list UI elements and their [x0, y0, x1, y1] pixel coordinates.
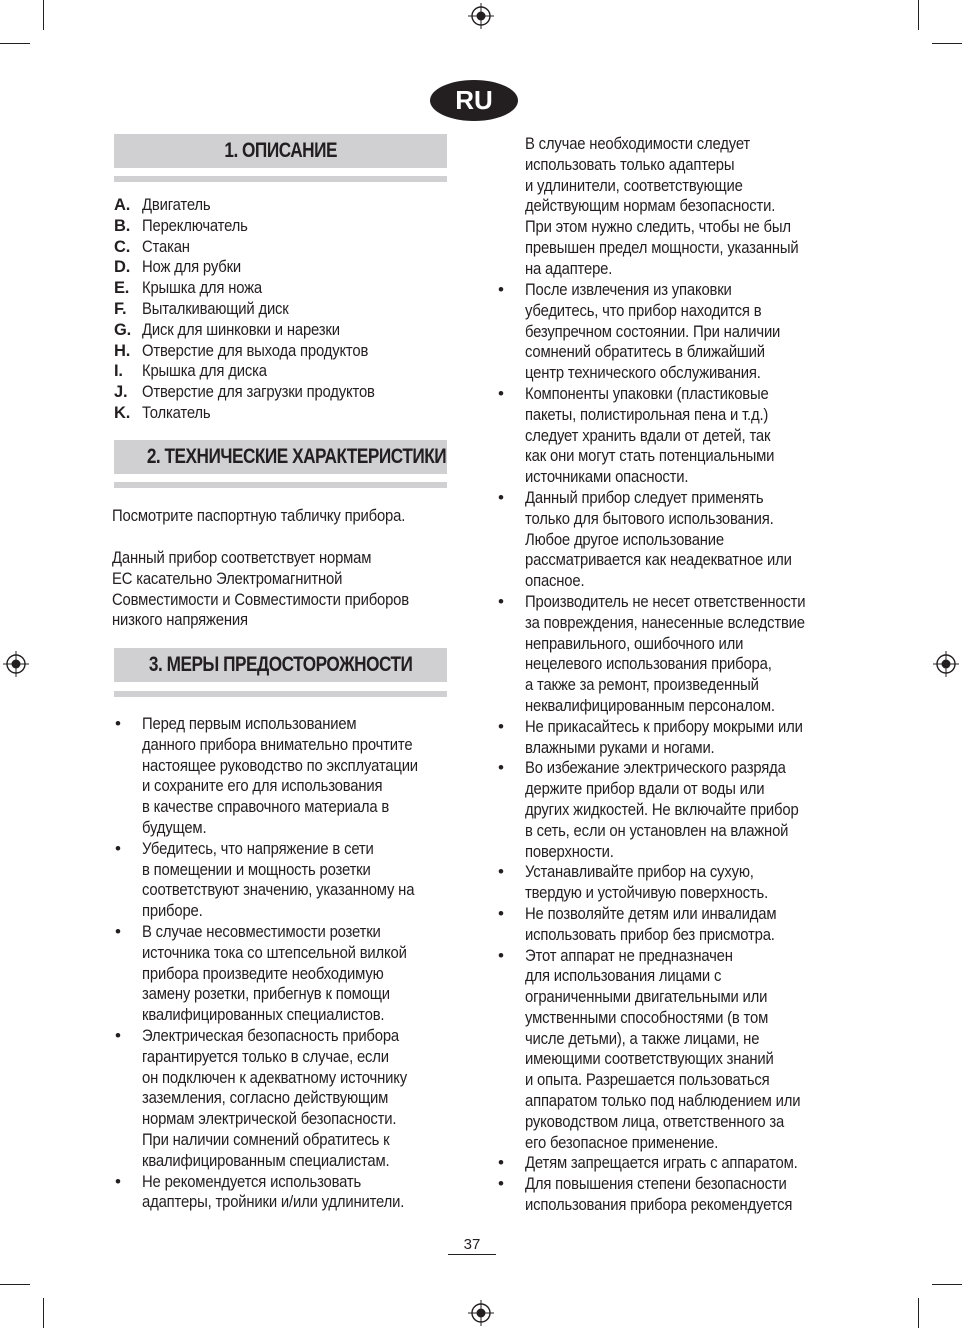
item-letter: E. — [114, 279, 130, 298]
bullet-line: в помещении и мощность розетки — [142, 860, 371, 879]
bullet-line: При наличии сомнений обратитесь к — [142, 1130, 390, 1149]
item-letter: A. — [114, 196, 131, 214]
bullet-line: Компоненты упаковки (пластиковые — [525, 384, 769, 403]
item-letter: B. — [114, 216, 131, 235]
item-letter: C. — [114, 237, 131, 256]
bullet-line: будущем. — [142, 818, 207, 837]
section-heading-precautions — [114, 648, 447, 682]
bullet-line: неквалифицированным персоналом. — [525, 696, 775, 715]
precautions-list-right — [497, 280, 837, 1216]
bullet-item — [114, 922, 449, 1026]
bullet-line: в сеть, если он установлен на влажной — [525, 821, 789, 840]
bullet-item — [497, 904, 837, 946]
bullet-line: После извлечения из упаковки — [525, 281, 732, 299]
bullet-line: и опыта. Разрешается пользоваться — [525, 1071, 770, 1090]
bullet-line: Электрическая безопасность прибора — [142, 1026, 400, 1045]
paragraph-line: Совместимости и Совместимости приборов — [112, 590, 409, 609]
list-item — [114, 195, 401, 216]
item-text: Выталкивающий диск — [142, 299, 289, 318]
item-text: Диск для шинковки и нарезки — [142, 320, 340, 339]
crop-mark — [0, 1284, 30, 1285]
section-divider — [114, 691, 447, 697]
bullet-line: Для повышения степени безопасности — [525, 1175, 787, 1194]
paragraph-line: низкого напряжения — [112, 611, 248, 630]
bullet-line: Устанавливайте прибор на сухую, — [525, 863, 754, 882]
list-item — [114, 341, 401, 362]
bullet-line: использовать прибор без присмотра. — [525, 925, 775, 944]
item-letter: F. — [114, 299, 127, 318]
bullet-line: нецелевого использования прибора, — [525, 655, 772, 674]
list-item — [114, 278, 401, 299]
section-divider — [114, 482, 447, 488]
item-letter: K. — [114, 403, 131, 422]
paragraph-line: превышен предел мощности, указанный — [525, 238, 799, 257]
bullet-item — [114, 1172, 449, 1214]
item-letter: D. — [114, 258, 131, 277]
list-item — [114, 320, 401, 341]
page-number: 37 — [463, 1236, 481, 1253]
section-divider — [114, 176, 447, 182]
bullet-item — [114, 839, 449, 922]
bullet-line: данного прибора внимательно прочтите — [142, 735, 413, 754]
bullet-line: неправильного, ошибочного или — [525, 634, 744, 653]
bullet-line: квалифицированных специалистов. — [142, 1006, 385, 1025]
bullet-line: центр технического обслуживания. — [525, 364, 761, 383]
bullet-item — [497, 592, 837, 717]
list-item — [114, 361, 401, 382]
bullet-line: влажными руками и ногами. — [525, 738, 715, 757]
bullet-line: Во избежание электрического разряда — [525, 759, 786, 778]
bullet-line: соответствуют значению, указанному на — [142, 881, 415, 900]
bullet-line: руководством лица, ответственного за — [525, 1112, 785, 1131]
section-heading-text: 1. ОПИСАНИЕ — [224, 139, 337, 162]
bullet-item — [497, 384, 837, 488]
bullet-line: пакеты, полистирольная пена и т.д.) — [525, 405, 769, 424]
crop-mark — [43, 1298, 44, 1328]
bullet-line: Не прикасайтесь к прибору мокрыми или — [525, 717, 803, 736]
paragraph-line: В случае необходимости следует — [525, 135, 751, 153]
list-item — [114, 403, 401, 424]
list-item — [114, 257, 401, 278]
bullet-item — [497, 758, 837, 862]
bullet-line: сомнений обратитесь в ближайший — [525, 343, 765, 362]
list-item — [114, 216, 401, 237]
item-text: Отверстие для загрузки продуктов — [142, 383, 375, 402]
paragraph-line: При этом нужно следить, чтобы не был — [525, 218, 791, 237]
bullet-line: для использования лицами с — [525, 967, 722, 986]
bullet-line: Любое другое использование — [525, 530, 725, 549]
bullet-line: держите прибор вдали от воды или — [525, 780, 765, 799]
bullet-line: квалифицированным специалистам. — [142, 1151, 390, 1170]
bullet-line: твердую и устойчивую поверхность. — [525, 884, 769, 903]
bullet-line: Не позволяйте детям или инвалидам — [525, 904, 777, 923]
paragraph-line: Посмотрите паспортную табличку прибора. — [112, 507, 406, 525]
bullet-line: только для бытового использования. — [525, 509, 774, 528]
precautions-list-left — [114, 714, 449, 1213]
item-text: Переключатель — [142, 216, 248, 235]
bullet-line: в качестве справочного материала в — [142, 798, 390, 817]
bullet-line: источника тока со штепсельной вилкой — [142, 943, 407, 962]
paragraph-line: на адаптере. — [525, 259, 613, 278]
page-number-underline — [448, 1254, 496, 1255]
bullet-line: за повреждения, нанесенные вследствие — [525, 613, 805, 632]
bullet-line: аппаратом только под наблюдением или — [525, 1092, 801, 1111]
bullet-line: источниками опасности. — [525, 468, 689, 487]
crop-mark — [932, 1284, 962, 1285]
paragraph-line: действующим нормам безопасности. — [525, 197, 776, 216]
list-item — [114, 299, 401, 320]
crop-mark — [918, 1298, 919, 1328]
item-letter: G. — [114, 320, 132, 339]
parts-list — [114, 195, 401, 424]
list-item — [114, 382, 401, 403]
bullet-line: адаптеры, тройники и/или удлинители. — [142, 1193, 405, 1212]
crop-mark — [43, 0, 44, 30]
bullet-line: Перед первым использованием — [142, 715, 357, 733]
bullet-item — [114, 1026, 449, 1172]
item-letter: H. — [114, 341, 131, 360]
bullet-item — [497, 1153, 837, 1174]
crop-mark — [0, 43, 30, 44]
item-text: Крышка для ножа — [142, 279, 262, 298]
bullet-line: его безопасное применение. — [525, 1133, 719, 1152]
bullet-line: имеющими соответствующих знаний — [525, 1050, 774, 1069]
bullet-line: как они могут стать потенциальными — [525, 447, 775, 466]
bullet-line: настоящее руководство по эксплуатации — [142, 756, 418, 775]
bullet-line: прибора произведите необходимую — [142, 964, 384, 983]
bullet-line: ограниченными двигательными или — [525, 988, 768, 1007]
bullet-line: нормам электрической безопасности. — [142, 1110, 397, 1129]
item-text: Нож для рубки — [142, 258, 242, 277]
paragraph-line: использовать только адаптеры — [525, 155, 735, 174]
bullet-line: использования прибора рекомендуется — [525, 1196, 793, 1215]
bullet-line: Данный прибор следует применять — [525, 488, 764, 507]
bullet-item — [497, 488, 837, 592]
bullet-line: В случае несовместимости розетки — [142, 922, 381, 941]
bullet-line: других жидкостей. Не включайте прибор — [525, 800, 799, 819]
bullet-line: Детям запрещается играть с аппаратом. — [525, 1154, 798, 1173]
paragraph-line: Данный прибор соответствует нормам — [112, 549, 372, 567]
specs-paragraph — [112, 506, 438, 527]
bullet-line: поверхности. — [525, 842, 614, 861]
crop-mark — [932, 43, 962, 44]
bullet-item — [497, 946, 837, 1154]
bullet-line: замену розетки, прибегнув к помощи — [142, 985, 390, 1004]
bullet-item — [114, 714, 449, 839]
list-item — [114, 237, 401, 258]
language-badge: RU — [430, 80, 518, 121]
bullet-line: Убедитесь, что напряжение в сети — [142, 839, 374, 858]
item-text: Стакан — [142, 237, 190, 256]
precautions-continuation — [525, 134, 829, 280]
item-letter: I. — [114, 362, 123, 381]
bullet-line: Не рекомендуется использовать — [142, 1172, 362, 1191]
bullet-line: следует хранить вдали от детей, так — [525, 426, 771, 445]
registration-mark-icon — [468, 1300, 494, 1326]
registration-mark-icon — [468, 3, 494, 29]
paragraph-line: ЕС касательно Электромагнитной — [112, 569, 343, 588]
bullet-line: а также за ремонт, произведенный — [525, 676, 759, 695]
bullet-line: безупречном состоянии. При наличии — [525, 322, 781, 341]
bullet-line: гарантируется только в случае, если — [142, 1047, 389, 1066]
section-heading-description — [114, 134, 447, 168]
crop-mark — [918, 0, 919, 30]
bullet-line: Производитель не несет ответственности — [525, 592, 806, 611]
bullet-line: числе детьми), а также лицами, не — [525, 1029, 760, 1048]
bullet-line: рассматривается как неадекватное или — [525, 551, 792, 570]
section-heading-text: 2. ТЕХНИЧЕСКИЕ ХАРАКТЕРИСТИКИ — [146, 445, 447, 468]
bullet-line: опасное. — [525, 572, 585, 591]
section-heading-specs — [114, 440, 447, 474]
bullet-line: умственными способностями (в том — [525, 1008, 769, 1027]
bullet-line: приборе. — [142, 902, 203, 921]
bullet-line: и сохраните его для использования — [142, 777, 383, 796]
bullet-item — [497, 280, 837, 384]
paragraph-line: и удлинители, соответствующие — [525, 176, 743, 195]
registration-mark-icon — [3, 651, 29, 677]
item-text: Толкатель — [142, 403, 211, 422]
bullet-item — [497, 1174, 837, 1216]
bullet-line: Этот аппарат не предназначен — [525, 946, 733, 965]
bullet-line: он подключен к адекватному источнику — [142, 1068, 407, 1087]
registration-mark-icon — [933, 651, 959, 677]
item-text: Двигатель — [142, 196, 211, 214]
bullet-line: убедитесь, что прибор находится в — [525, 301, 762, 320]
bullet-item — [497, 862, 837, 904]
bullet-line: заземления, согласно действующим — [142, 1089, 389, 1108]
bullet-item — [497, 717, 837, 759]
item-text: Отверстие для выхода продуктов — [142, 341, 369, 360]
item-letter: J. — [114, 383, 128, 402]
item-text: Крышка для диска — [142, 362, 267, 381]
specs-compliance-paragraph — [112, 548, 442, 631]
section-heading-text: 3. МЕРЫ ПРЕДОСТОРОЖНОСТИ — [148, 653, 413, 676]
